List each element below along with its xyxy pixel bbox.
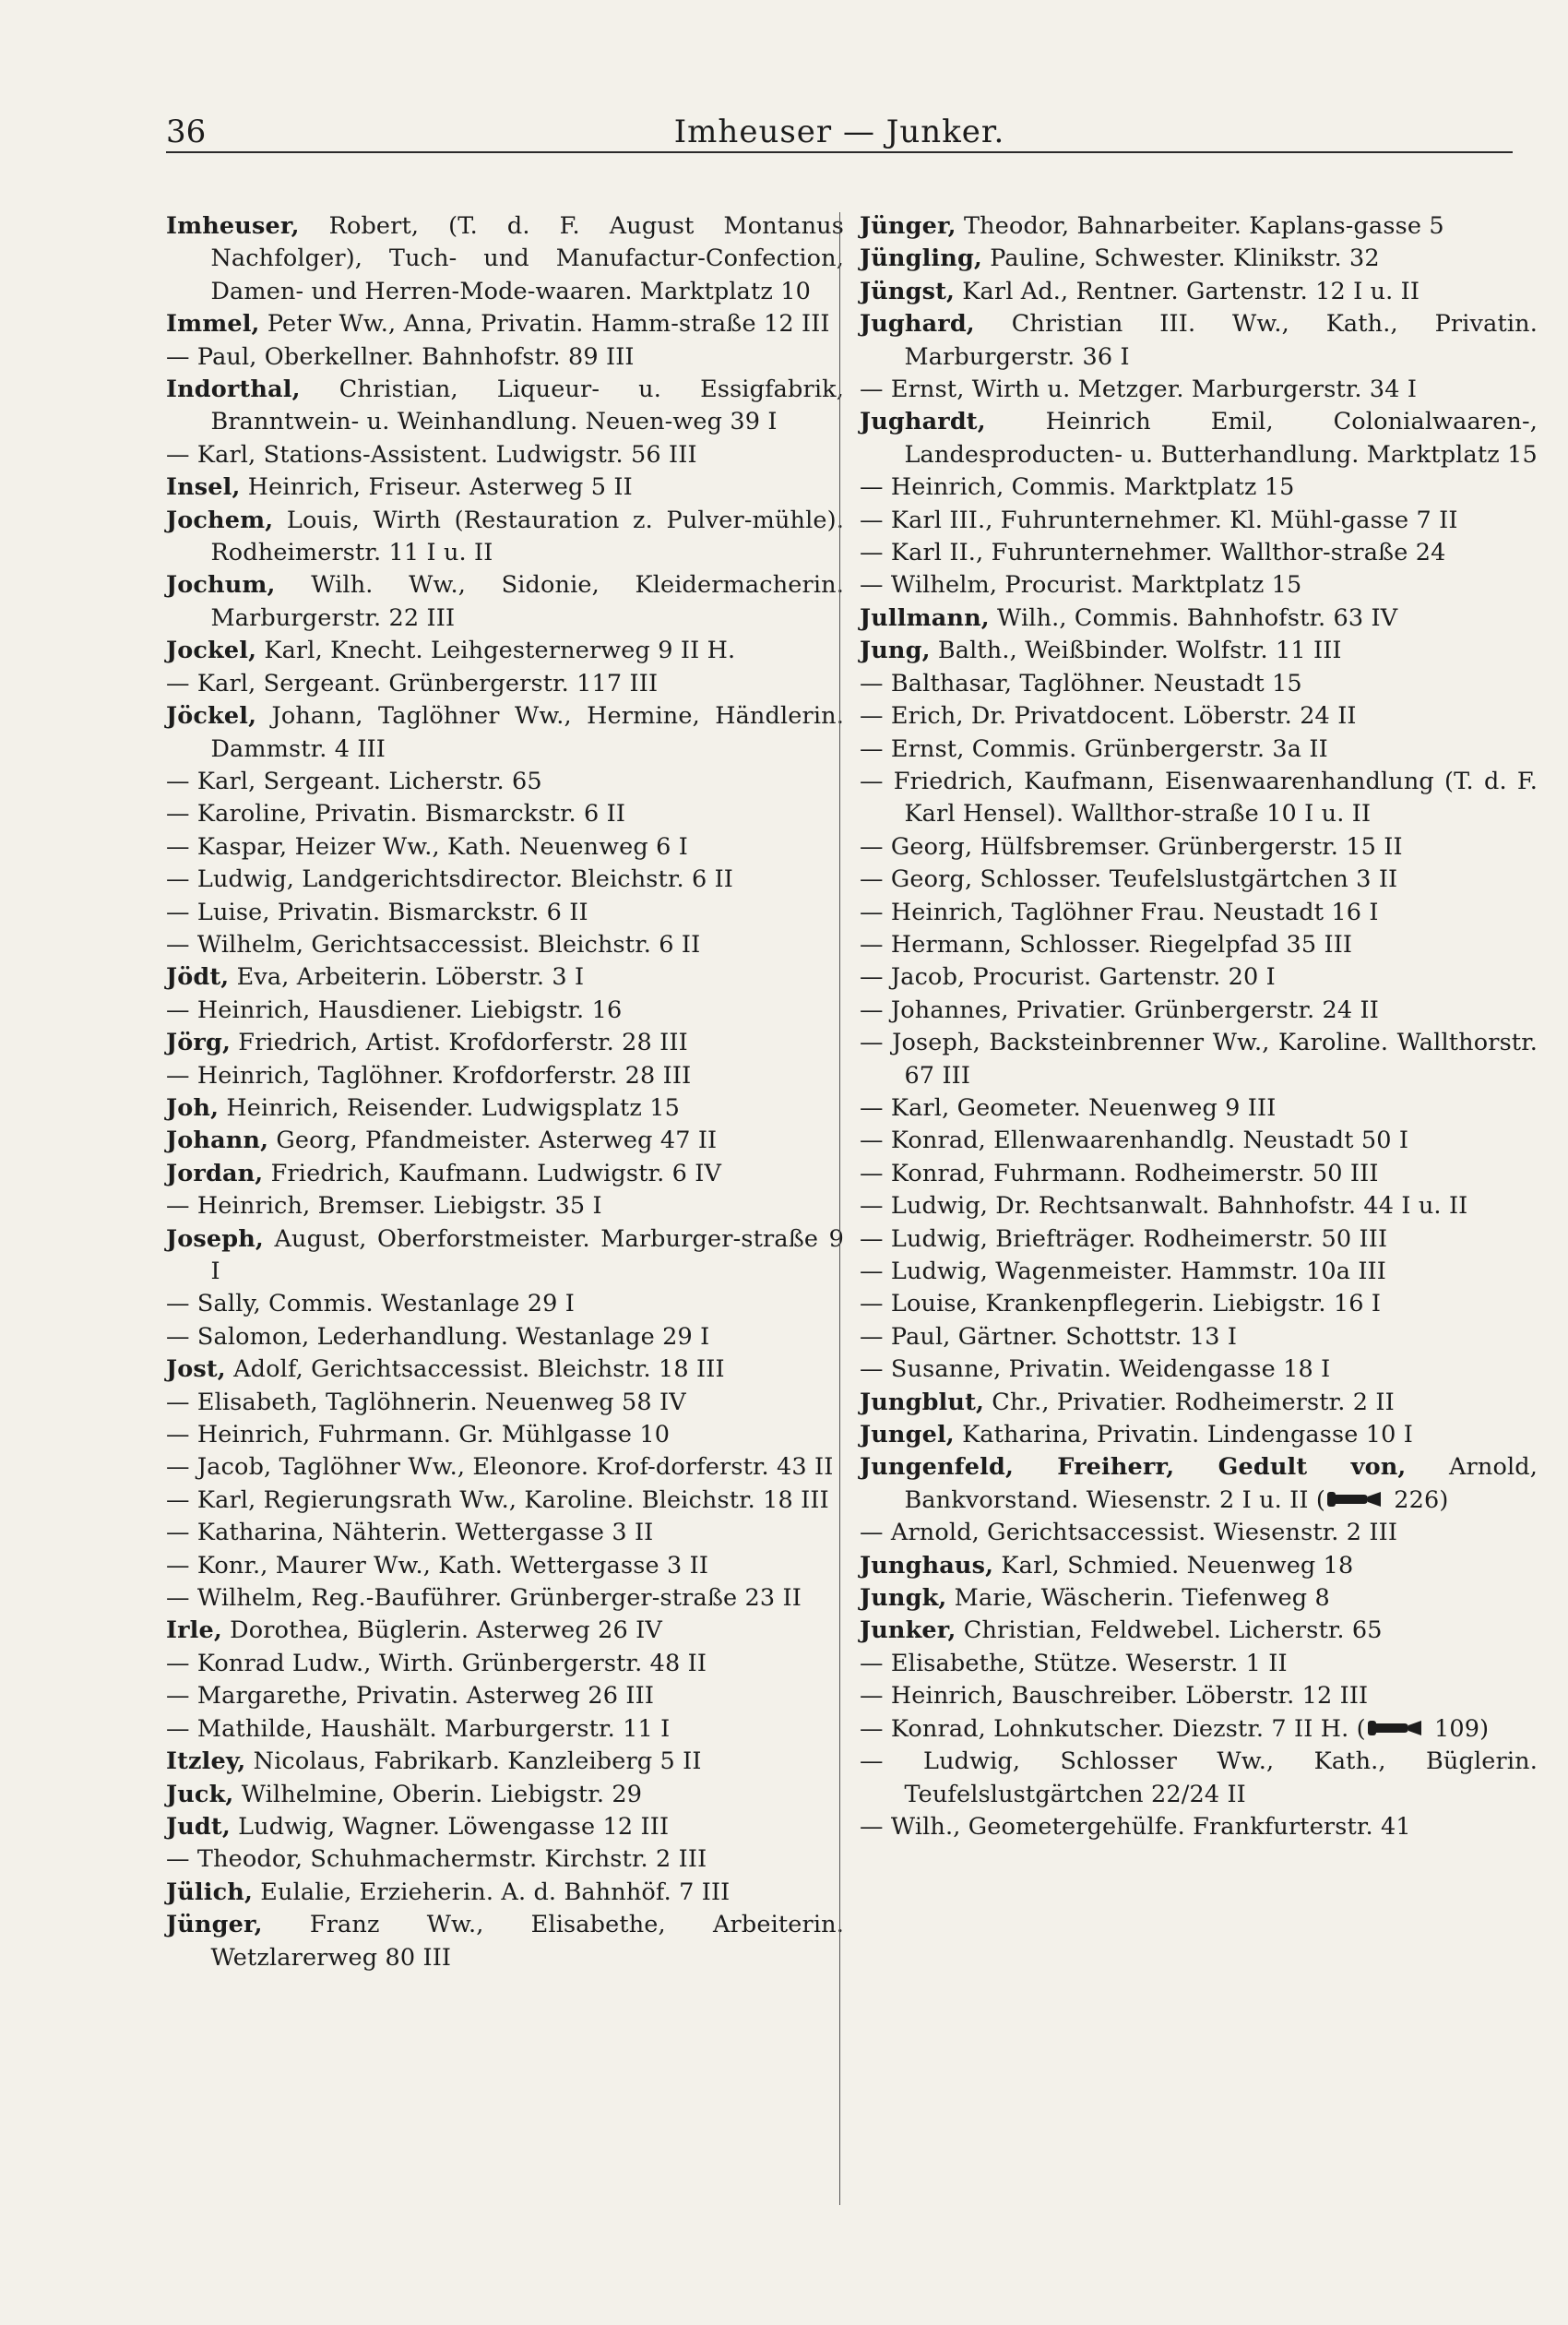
entry-text: — Karl, Sergeant. Grünbergerstr. 117 III [166, 669, 659, 698]
directory-subentry [166, 1713, 844, 1746]
directory-entry [860, 1419, 1538, 1451]
entry-text: — Susanne, Privatin. Weidengasse 18 I [860, 1355, 1331, 1384]
entry-text: — Karoline, Privatin. Bismarckstr. 6 II [166, 800, 626, 829]
entry-surname: Irle, [166, 1616, 222, 1645]
directory-entry [166, 1615, 844, 1647]
entry-text: Christian, Liqueur- u. Essigfabrik, Branntwein- u. Weinhandlung. Neuen-weg 39 I [210, 376, 844, 436]
entry-surname: Jüngst, [860, 277, 956, 305]
directory-subentry [166, 766, 844, 798]
entry-surname: Jünger, [860, 212, 956, 240]
entry-text: Arnold, Bankvorstand. Wiesenstr. 2 I u. II [904, 1453, 1538, 1514]
entry-surname: Jochum, [166, 571, 276, 600]
directory-entry [166, 1125, 844, 1157]
entry-text: — Karl, Stations-Assistent. Ludwigstr. 56 III [166, 440, 697, 469]
entry-text: — Heinrich, Taglöhner. Krofdorferstr. 28 III [166, 1061, 692, 1090]
entry-text: Christian, Feldwebel. Licherstr. 65 [956, 1616, 1383, 1645]
directory-subentry [860, 961, 1538, 994]
entry-text: Christian III. Ww., Kath., Privatin. Marburgerstr. 36 I [904, 310, 1538, 371]
entry-text: Karl Ad., Rentner. Gartenstr. 12 I u. II [955, 277, 1420, 305]
directory-subentry [860, 374, 1538, 406]
entry-text: — Heinrich, Fuhrmann. Gr. Mühlgasse 10 [166, 1421, 671, 1449]
directory-entry [166, 569, 844, 635]
entry-text: — Wilhelm, Reg.-Bauführer. Grünberger-straße 23 II [166, 1584, 802, 1613]
directory-subentry [860, 505, 1538, 537]
entry-surname: Jost, [166, 1355, 226, 1384]
entry-text: — Karl III., Fuhrunternehmer. Kl. Mühl-gasse 7 II [860, 506, 1458, 534]
entry-surname: Jörg, [166, 1029, 231, 1057]
directory-subentry [860, 831, 1538, 864]
entry-text: Wilhelmine, Oberin. Liebigstr. 29 [233, 1780, 643, 1808]
directory-subentry [860, 929, 1538, 961]
entry-text: — Konrad, Lohnkutscher. Diezstr. 7 II H. [860, 1714, 1349, 1743]
directory-subentry [860, 1256, 1538, 1288]
directory-subentry [166, 1484, 844, 1517]
directory-subentry [860, 1223, 1538, 1256]
entry-text: — Wilhelm, Procurist. Marktplatz 15 [860, 571, 1302, 600]
directory-entry [166, 1811, 844, 1843]
directory-subentry [860, 1321, 1538, 1353]
entry-surname: Junker, [860, 1616, 956, 1645]
directory-subentry [860, 1648, 1538, 1680]
entry-text: — Louise, Krankenpflegerin. Liebigstr. 16 I [860, 1290, 1382, 1318]
entry-text: Robert, (T. d. F. August Montanus Nachfolger), Tuch- und Manufactur-Confection, Damen- und Herren-Mode-waaren. Marktplatz 10 [210, 212, 844, 305]
entry-text: — Heinrich, Bauschreiber. Löberstr. 12 III [860, 1682, 1369, 1711]
directory-subentry [860, 1190, 1538, 1222]
directory-subentry [166, 1648, 844, 1680]
directory-entry [166, 471, 844, 504]
directory-entry [166, 374, 844, 439]
entry-surname: Judt, [166, 1812, 231, 1841]
entry-text: Franz Ww., Elisabethe, Arbeiterin. Wetzlarerweg 80 III [210, 1911, 844, 1972]
entry-text: Georg, Pfandmeister. Asterweg 47 II [268, 1127, 718, 1155]
entry-text: — Jacob, Procurist. Gartenstr. 20 I [860, 963, 1276, 992]
entry-text: Pauline, Schwester. Klinikstr. 32 [981, 244, 1380, 273]
directory-entry [860, 635, 1538, 667]
entry-surname: Jüngling, [860, 244, 982, 273]
entry-text: Chr., Privatier. Rodheimerstr. 2 II [984, 1388, 1395, 1416]
phone-number: 226) [1386, 1485, 1449, 1514]
entry-text: — Ernst, Commis. Grünbergerstr. 3a II [860, 734, 1328, 763]
entry-surname: Jughard, [860, 310, 975, 339]
entry-text: — Heinrich, Commis. Marktplatz 15 [860, 473, 1295, 502]
entry-text: — Konrad, Fuhrmann. Rodheimerstr. 50 III [860, 1159, 1379, 1187]
entry-surname: Juck, [166, 1780, 234, 1808]
directory-subentry [860, 1092, 1538, 1125]
entry-text: — Paul, Gärtner. Schottstr. 13 I [860, 1322, 1238, 1351]
directory-entry [166, 1027, 844, 1059]
entry-text: Karl, Schmied. Neuenweg 18 [993, 1551, 1354, 1580]
entry-text: Heinrich, Reisender. Ludwigsplatz 15 [219, 1093, 680, 1122]
entry-text: Balth., Weißbinder. Wolfstr. 11 III [930, 637, 1342, 665]
entry-surname: Jullmann, [860, 603, 990, 632]
directory-subentry [860, 569, 1538, 602]
directory-subentry [166, 1288, 844, 1320]
telephone-icon [1327, 1490, 1384, 1508]
entry-surname: Jülich, [166, 1878, 253, 1906]
entry-surname: Jungel, [860, 1421, 955, 1449]
directory-subentry [860, 766, 1538, 831]
directory-subentry [860, 1517, 1538, 1549]
entry-surname: Jordan, [166, 1159, 264, 1187]
entry-text: — Ludwig, Dr. Rechtsanwalt. Bahnhofstr. 44 I u. II [860, 1192, 1468, 1221]
entry-text: — Hermann, Schlosser. Riegelpfad 35 III [860, 930, 1353, 959]
entry-text: — Kaspar, Heizer Ww., Kath. Neuenweg 6 I [166, 832, 688, 861]
directory-subentry [860, 733, 1538, 766]
directory-subentry [860, 1125, 1538, 1157]
telephone-icon [1368, 1719, 1425, 1737]
directory-entry [860, 210, 1538, 243]
entry-text: — Karl II., Fuhrunternehmer. Wallthor-straße 24 [860, 539, 1446, 567]
entry-text: Eulalie, Erzieherin. A. d. Bahnhöf. 7 III [252, 1878, 731, 1906]
entry-text: Friedrich, Artist. Krofdorferstr. 28 III [230, 1029, 688, 1057]
entry-text: — Salomon, Lederhandlung. Westanlage 29 I [166, 1322, 710, 1351]
directory-subentry [166, 929, 844, 961]
directory-entry [166, 505, 844, 570]
directory-entry [166, 1092, 844, 1125]
entry-surname: Joseph, [166, 1224, 264, 1253]
entry-text: — Sally, Commis. Westanlage 29 I [166, 1290, 575, 1318]
page-header [166, 109, 1513, 155]
directory-subentry [860, 1713, 1538, 1746]
directory-subentry [166, 897, 844, 929]
directory-subentry [860, 1288, 1538, 1320]
entry-surname: Immel, [166, 310, 260, 339]
directory-entry [166, 210, 844, 308]
entry-text: Eva, Arbeiterin. Löberstr. 3 I [229, 963, 585, 992]
entry-text: — Heinrich, Taglöhner Frau. Neustadt 16 I [860, 898, 1379, 926]
directory-subentry [166, 1321, 844, 1353]
directory-subentry [860, 897, 1538, 929]
directory-subentry [166, 831, 844, 864]
entry-text: — Ludwig, Wagenmeister. Hammstr. 10a III [860, 1258, 1386, 1285]
entry-text: August, Oberforstmeister. Marburger-straße 9 I [210, 1224, 844, 1285]
entry-text: — Karl, Sergeant. Licherstr. 65 [166, 767, 542, 795]
directory-entry [166, 1877, 844, 1909]
entry-text: — Katharina, Nähterin. Wettergasse 3 II [166, 1519, 654, 1547]
entry-text: — Paul, Oberkellner. Bahnhofstr. 89 III [166, 342, 635, 371]
entry-text: Theodor, Bahnarbeiter. Kaplans-gasse 5 [956, 212, 1444, 240]
entry-text: — Karl, Regierungsrath Ww., Karoline. Bleichstr. 18 III [166, 1485, 829, 1514]
entry-text: — Wilh., Geometergehülfe. Frankfurterstr. 41 [860, 1812, 1411, 1841]
directory-subentry [166, 341, 844, 374]
entry-surname: Jungblut, [860, 1388, 985, 1416]
entry-surname: Indorthal, [166, 376, 301, 404]
entry-text: Karl, Knecht. Leihgesternerweg 9 II H. [256, 637, 736, 665]
directory-subentry [166, 1190, 844, 1222]
directory-subentry [166, 1517, 844, 1549]
entry-text: Adolf, Gerichtsaccessist. Bleichstr. 18 III [225, 1355, 725, 1384]
entry-text: Wilh., Commis. Bahnhofstr. 63 IV [989, 603, 1398, 632]
directory-entry [860, 602, 1538, 635]
directory-entry [166, 308, 844, 340]
directory-subentry [166, 1582, 844, 1615]
directory-subentry [860, 995, 1538, 1027]
directory-subentry [860, 1353, 1538, 1386]
directory-entry [860, 276, 1538, 308]
entry-text: Heinrich Emil, Colonialwaaren-, Landesproducten- u. Butterhandlung. Marktplatz 15 [904, 408, 1538, 469]
directory-subentry [860, 471, 1538, 504]
phone-open-paren: ( [1315, 1485, 1326, 1514]
entry-text: — Heinrich, Bremser. Liebigstr. 35 I [166, 1192, 602, 1221]
entry-surname: Jödt, [166, 963, 230, 992]
directory-entry [166, 961, 844, 994]
entry-text: — Georg, Hülfsbremser. Grünbergerstr. 15 II [860, 832, 1403, 861]
entry-text: — Ernst, Wirth u. Metzger. Marburgerstr. 34 I [860, 376, 1418, 404]
directory-entry [860, 243, 1538, 275]
directory-entry [860, 1582, 1538, 1615]
entry-surname: Johann, [166, 1127, 269, 1155]
directory-subentry [166, 1843, 844, 1876]
directory-entry [860, 1451, 1538, 1517]
entry-surname: Jungenfeld, Freiherr, Gedult von, [860, 1453, 1407, 1482]
entry-text: — Heinrich, Hausdiener. Liebigstr. 16 [166, 996, 623, 1024]
directory-entry [860, 1615, 1538, 1647]
entry-text: — Ludwig, Briefträger. Rodheimerstr. 50 III [860, 1224, 1388, 1253]
directory-subentry [860, 668, 1538, 700]
entry-text: — Arnold, Gerichtsaccessist. Wiesenstr. 2 III [860, 1519, 1398, 1547]
entry-text: — Ludwig, Landgerichtsdirector. Bleichstr. 6 II [166, 865, 734, 894]
directory-entry [166, 1909, 844, 1974]
entry-text: — Konr., Maurer Ww., Kath. Wettergasse 3 II [166, 1551, 709, 1580]
directory-entry [860, 1550, 1538, 1582]
entry-surname: Jungk, [860, 1584, 947, 1613]
entry-text: — Luise, Privatin. Bismarckstr. 6 II [166, 898, 588, 926]
entry-text: Nicolaus, Fabrikarb. Kanzleiberg 5 II [245, 1747, 702, 1776]
directory-subentry [166, 995, 844, 1027]
header-rule [166, 151, 1513, 153]
directory-entry [166, 700, 844, 766]
entry-text: — Theodor, Schuhmachermstr. Kirchstr. 2 III [166, 1845, 707, 1874]
directory-subentry [860, 700, 1538, 733]
entry-surname: Itzley, [166, 1747, 246, 1776]
entry-text: Dorothea, Büglerin. Asterweg 26 IV [221, 1616, 662, 1645]
entry-text: — Friedrich, Kaufmann, Eisenwaarenhandlung (T. d. F. Karl Hensel). Wallthor-straße 10 I u. II [860, 767, 1538, 829]
directory-entry [166, 1158, 844, 1190]
directory-subentry [166, 1680, 844, 1712]
entry-surname: Jochem, [166, 506, 274, 534]
directory-subentry [166, 1550, 844, 1582]
entry-surname: Jünger, [166, 1911, 263, 1939]
directory-subentry [860, 1158, 1538, 1190]
entry-surname: Jughardt, [860, 408, 986, 436]
entry-surname: Imheuser, [166, 212, 300, 240]
entry-surname: Jung, [860, 637, 931, 665]
running-title: Imheuser — Junker. [673, 113, 1005, 150]
entry-text: Katharina, Privatin. Lindengasse 10 I [954, 1421, 1413, 1449]
entry-text: — Jacob, Taglöhner Ww., Eleonore. Krof-dorferstr. 43 II [166, 1453, 834, 1482]
directory-subentry [166, 864, 844, 896]
directory-subentry [860, 1811, 1538, 1843]
entry-text: — Elisabeth, Taglöhnerin. Neuenweg 58 IV [166, 1388, 686, 1416]
entry-text: Johann, Taglöhner Ww., Hermine, Händlerin. Dammstr. 4 III [210, 702, 844, 763]
directory-entry [860, 1387, 1538, 1419]
directory-entry [860, 406, 1538, 471]
entry-text: — Wilhelm, Gerichtsaccessist. Bleichstr. 6 II [166, 930, 701, 959]
entry-text: — Margarethe, Privatin. Asterweg 26 III [166, 1682, 655, 1711]
entry-text: — Joseph, Backsteinbrenner Ww., Karoline. Wallthorstr. 67 III [860, 1029, 1538, 1090]
right-column [860, 210, 1538, 1843]
entry-surname: Insel, [166, 473, 241, 502]
directory-subentry [860, 537, 1538, 569]
directory-entry [166, 1353, 844, 1386]
entry-text: Marie, Wäscherin. Tiefenweg 8 [946, 1584, 1330, 1613]
directory-subentry [166, 1387, 844, 1419]
entry-surname: Junghaus, [860, 1551, 994, 1580]
directory-entry [166, 1223, 844, 1289]
phone-number: 109) [1426, 1714, 1490, 1743]
entry-text: — Erich, Dr. Privatdocent. Löberstr. 24 II [860, 702, 1357, 731]
entry-text: Louis, Wirth (Restauration z. Pulver-mühle). Rodheimerstr. 11 I u. II [210, 506, 844, 567]
left-column [166, 210, 844, 1974]
directory-entry [860, 308, 1538, 374]
entry-text: Ludwig, Wagner. Löwengasse 12 III [230, 1812, 670, 1841]
directory-subentry [860, 1746, 1538, 1811]
directory-entry [166, 635, 844, 667]
entry-text: — Ludwig, Schlosser Ww., Kath., Büglerin. Teufelslustgärtchen 22/24 II [860, 1747, 1538, 1808]
directory-subentry [166, 1451, 844, 1484]
directory-subentry [166, 439, 844, 471]
entry-surname: Jockel, [166, 637, 257, 665]
entry-text: Heinrich, Friseur. Asterweg 5 II [240, 473, 633, 502]
entry-text: Peter Ww., Anna, Privatin. Hamm-straße 12 III [259, 310, 830, 339]
directory-subentry [860, 864, 1538, 896]
directory-subentry [166, 798, 844, 830]
directory-subentry [166, 668, 844, 700]
directory-subentry [860, 1680, 1538, 1712]
entry-text: — Georg, Schlosser. Teufelslustgärtchen 3 II [860, 865, 1398, 894]
column-divider [839, 212, 840, 2205]
entry-text: — Johannes, Privatier. Grünbergerstr. 24 II [860, 996, 1379, 1024]
entry-surname: Joh, [166, 1093, 220, 1122]
entry-surname: Jöckel, [166, 702, 257, 731]
entry-text: Wilh. Ww., Sidonie, Kleidermacherin. Marburgerstr. 22 III [210, 571, 844, 632]
directory-entry [166, 1746, 844, 1778]
entry-text: — Konrad, Ellenwaarenhandlg. Neustadt 50 I [860, 1127, 1409, 1155]
entry-text: — Elisabethe, Stütze. Weserstr. 1 II [860, 1649, 1288, 1677]
directory-subentry [166, 1060, 844, 1092]
entry-text: — Balthasar, Taglöhner. Neustadt 15 [860, 669, 1302, 698]
directory-subentry [860, 1027, 1538, 1092]
directory-entry [166, 1779, 844, 1811]
entry-text: Friedrich, Kaufmann. Ludwigstr. 6 IV [263, 1159, 722, 1187]
entry-text: — Konrad Ludw., Wirth. Grünbergerstr. 48 II [166, 1649, 707, 1677]
directory-subentry [166, 1419, 844, 1451]
entry-text: — Karl, Geometer. Neuenweg 9 III [860, 1093, 1277, 1122]
entry-text: — Mathilde, Haushält. Marburgerstr. 11 I [166, 1714, 671, 1743]
page-number: 36 [166, 113, 207, 150]
phone-open-paren: ( [1356, 1714, 1366, 1743]
